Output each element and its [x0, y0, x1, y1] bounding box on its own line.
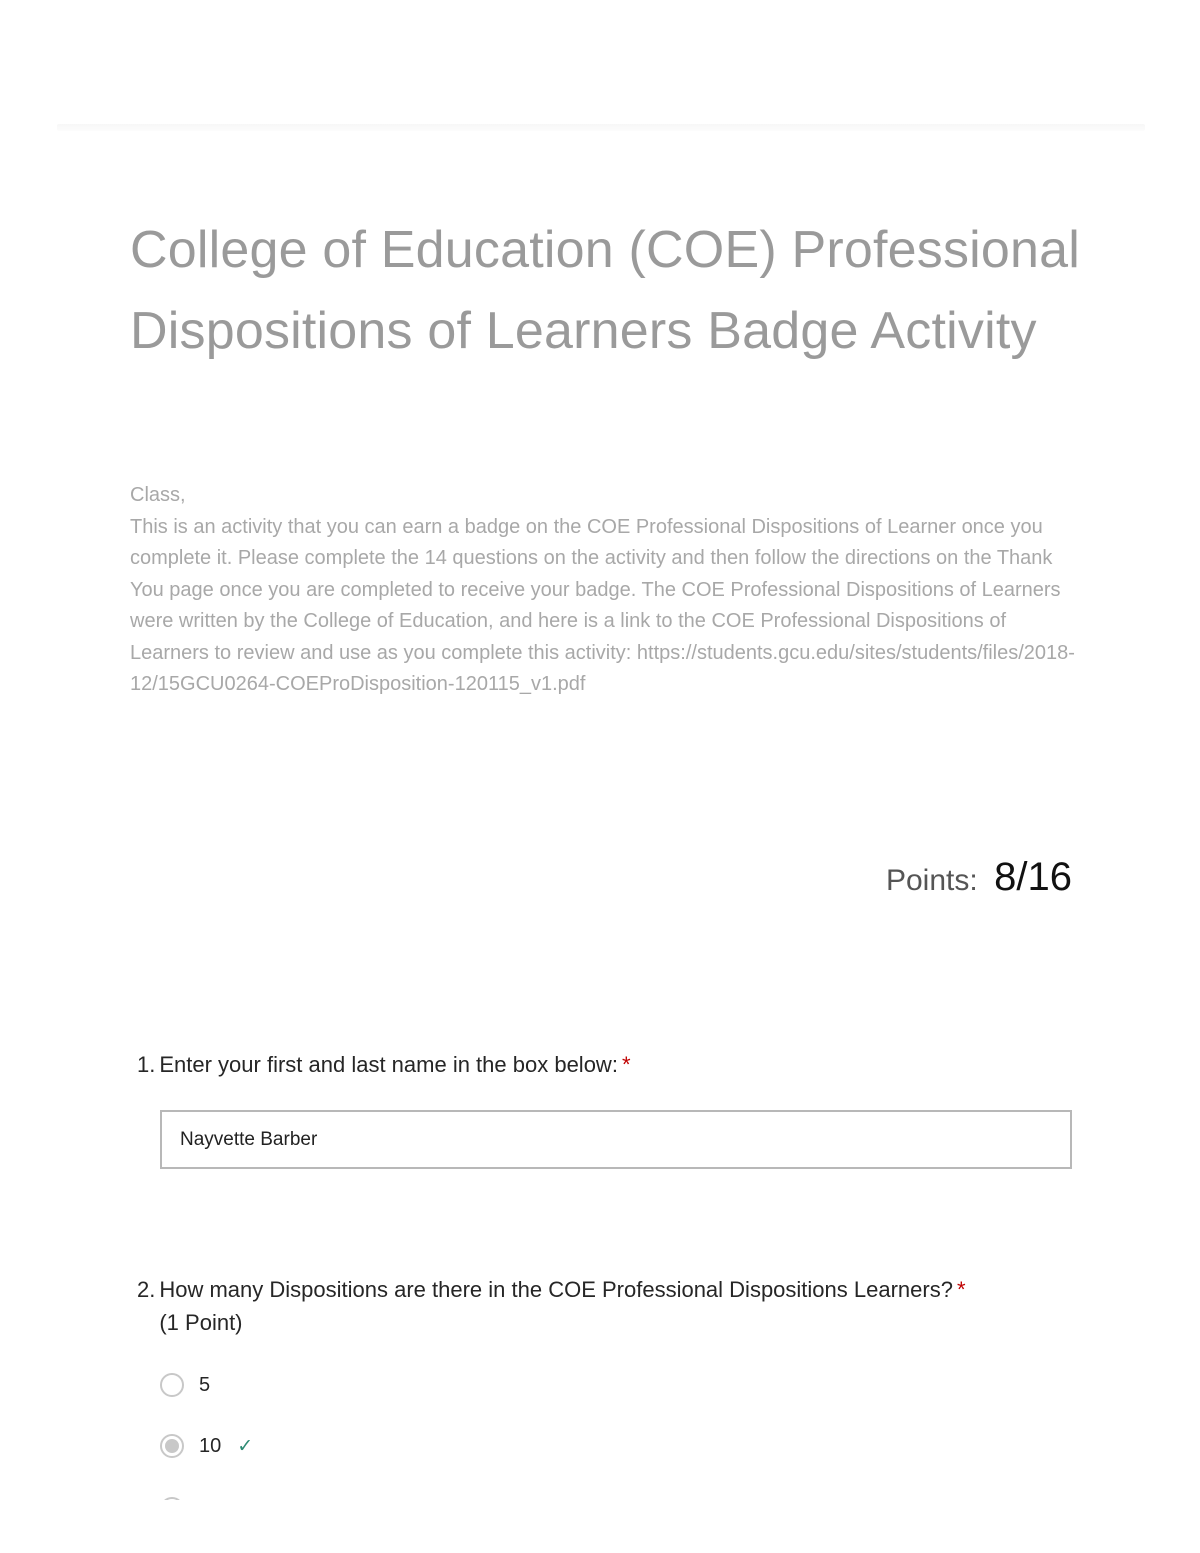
required-marker: *	[956, 1277, 966, 1302]
page-bottom-edge	[0, 1500, 1200, 1553]
question-2	[137, 1273, 1077, 1339]
option-label: 10	[199, 1434, 222, 1457]
score-display	[886, 855, 1072, 900]
description-greeting: Class,	[130, 484, 186, 506]
score-value: 8/16	[994, 855, 1072, 899]
description-body: This is an activity that you can earn a badge on the COE Professional Dispositions of Learner once you complete it. Please complete the 14 questions on the activity and then follow the directions on the Thank You page once you are completed to receive your badge. The COE Professional Dispositions of Learners were written by the College of Education, and here is a link to the COE Professional Dispositions of Learners to review and use as you complete this activity: https://students.gcu.edu/sites/students/files/2018-12/15GCU0264-COEProDisposition-120115_v1.pdf	[130, 515, 1075, 695]
radio-button[interactable]	[160, 1373, 184, 1397]
form-description	[130, 480, 1080, 701]
question-title	[137, 1273, 1077, 1339]
answer-option-5[interactable]	[160, 1370, 210, 1400]
required-marker: *	[621, 1052, 631, 1077]
question-text: Enter your first and last name in the box below:	[159, 1052, 618, 1077]
option-label: 5	[199, 1373, 211, 1396]
question-text: How many Dispositions are there in the COE Professional Dispositions Learners?	[159, 1277, 953, 1302]
header-bar	[57, 124, 1145, 131]
question-number: 1.	[137, 1052, 156, 1077]
checkmark-icon: ✓	[237, 1435, 254, 1457]
question-title	[137, 1048, 1077, 1081]
question-points: (1 Point)	[159, 1310, 243, 1335]
question-1	[137, 1048, 1077, 1081]
radio-button-selected[interactable]	[160, 1434, 184, 1458]
question-number: 2.	[137, 1277, 156, 1302]
answer-option-10[interactable]	[160, 1431, 253, 1461]
form-title: College of Education (COE) Professional Dispositions of Learners Badge Activity	[130, 221, 1081, 360]
score-label: Points:	[885, 864, 978, 897]
name-answer-field[interactable]: Nayvette Barber	[160, 1110, 1072, 1169]
